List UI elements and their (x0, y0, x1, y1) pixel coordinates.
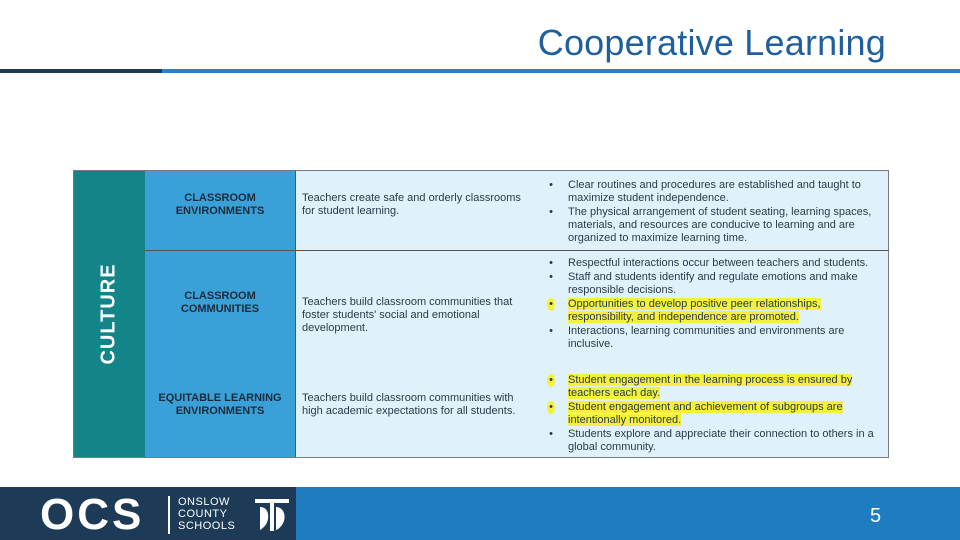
bullet-list (542, 179, 886, 246)
bullet-list (542, 257, 886, 352)
bullet-icon: • (549, 428, 553, 440)
list-item-highlighted: • Student engagement in the learning process is ensured by teachers each day. (542, 374, 886, 400)
list-item: • Respectful interactions occur between teachers and students. (542, 257, 886, 270)
title-rule-dark (0, 69, 162, 73)
row-description: Teachers build classroom communities that foster students' social and emotional development. (302, 296, 513, 334)
list-item: • Interactions, learning communities and environments are inclusive. (542, 325, 886, 351)
row-divider (145, 250, 889, 251)
category-classroom-communities: CLASSROOM COMMUNITIES (180, 290, 260, 315)
bullet-icon: • (547, 401, 555, 414)
slide-title: Cooperative Learning (537, 22, 886, 63)
culture-table (73, 170, 889, 458)
bullet-icon: • (549, 325, 553, 337)
page-number: 5 (870, 505, 882, 527)
list-item: • Staff and students identify and regulate emotions and make responsible decisions. (542, 271, 886, 297)
bullet-icon: • (549, 179, 553, 191)
culture-label: CULTURE (97, 263, 120, 365)
bullet-icon: • (547, 298, 555, 311)
logo-wordmark (178, 496, 235, 532)
row-description: Teachers build classroom communities with high academic expectations for all students. (302, 392, 516, 417)
school-emblem-icon (252, 495, 292, 535)
ocs-logo-text: OCS (40, 490, 145, 539)
logo-divider (168, 496, 170, 534)
title-rule-blue (162, 69, 960, 73)
list-item: • Students explore and appreciate their connection to others in a global community. (542, 428, 886, 454)
list-item: • Clear routines and procedures are established and taught to maximize student independence. (542, 179, 886, 205)
logo-line: COUNTY (178, 508, 228, 520)
list-item-highlighted: • Student engagement and achievement of subgroups are intentionally monitored. (542, 401, 886, 427)
row-description: Teachers create safe and orderly classrooms for student learning. (302, 192, 521, 217)
bullet-icon: • (549, 271, 553, 283)
category-equitable-learning: EQUITABLE LEARNING ENVIRONMENTS (158, 392, 282, 417)
bullet-icon: • (549, 257, 553, 269)
list-item-highlighted: • Opportunities to develop positive peer relationships, responsibility, and independence are promoted. (542, 298, 886, 324)
category-column (145, 171, 296, 457)
logo-line: SCHOOLS (178, 520, 236, 532)
category-classroom-environments: CLASSROOM ENVIRONMENTS (175, 192, 265, 217)
bullet-list (542, 374, 886, 455)
list-item: • The physical arrangement of student seating, learning spaces, materials, and resources are conducive to learning and are organized to maximize learning time. (542, 206, 886, 245)
culture-column (74, 171, 145, 457)
bullet-icon: • (547, 374, 555, 387)
logo-line: ONSLOW (178, 496, 230, 508)
bullet-icon: • (549, 206, 553, 218)
